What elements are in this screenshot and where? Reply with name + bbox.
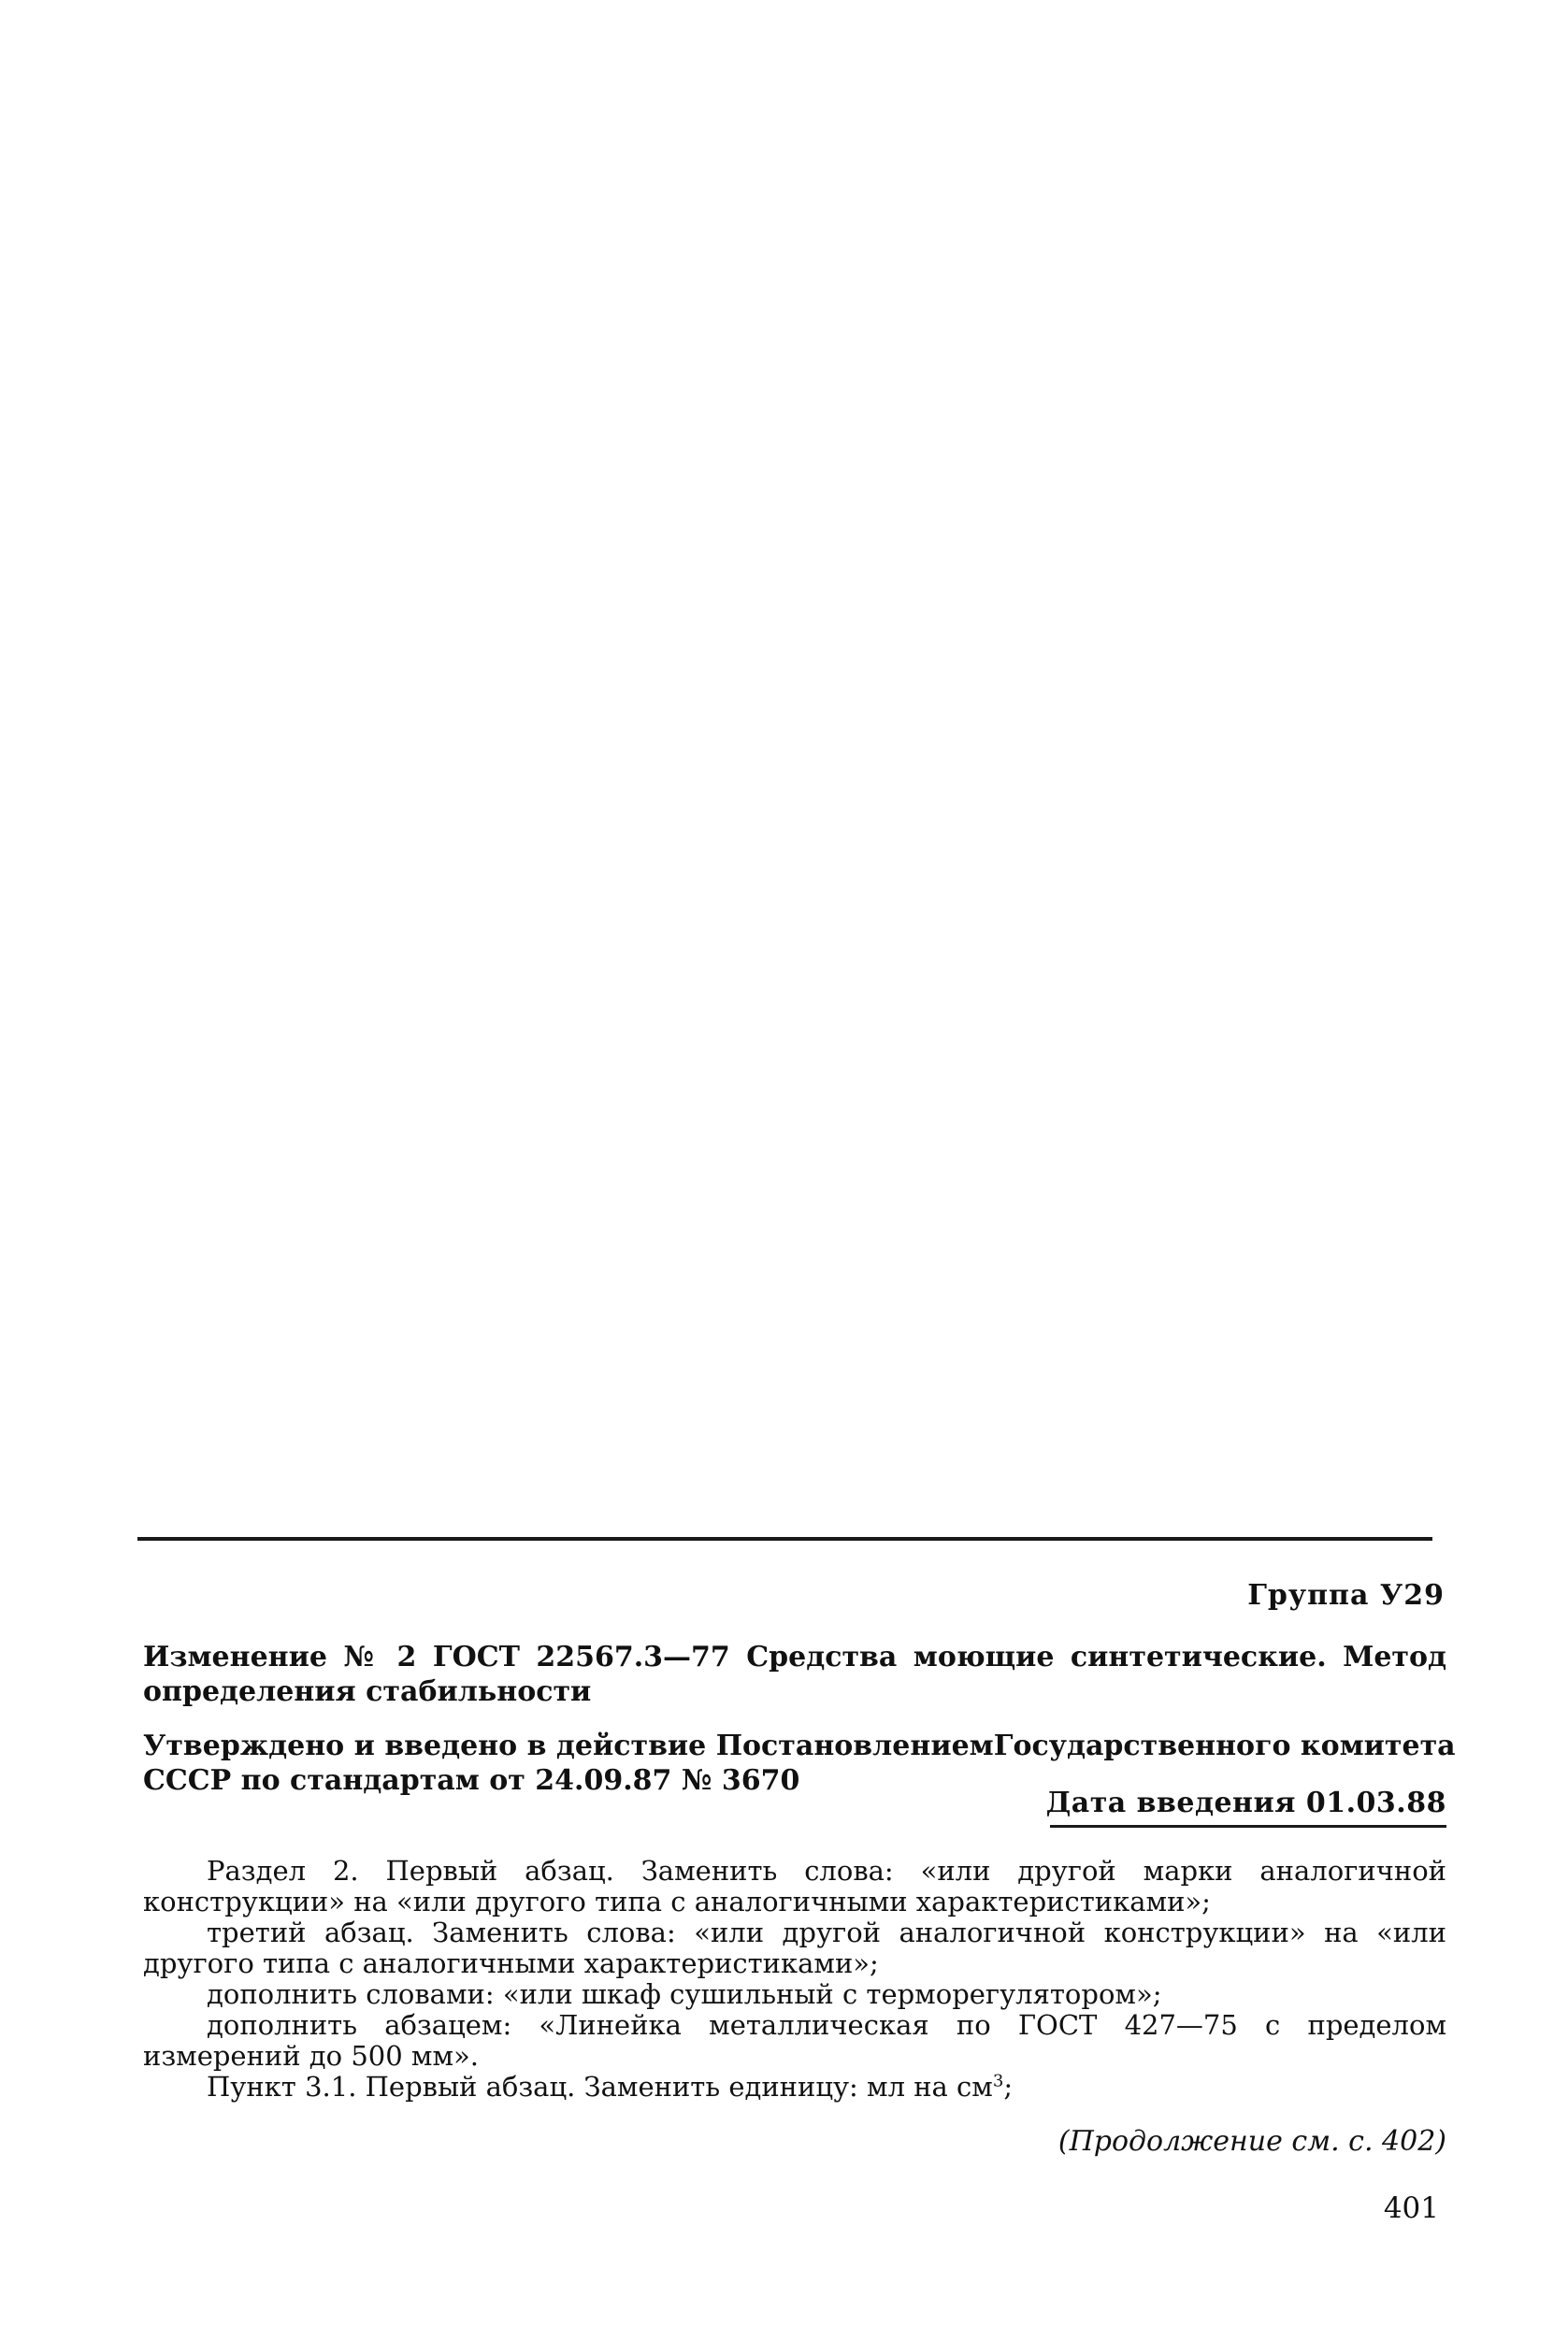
amendment-body [143, 1856, 1446, 2103]
paragraph-third-paragraph: третий абзац. Заменить слова: «или другой аналогичной конструкции» на «или другого типа с аналогичными характеристиками»; [143, 1917, 1446, 1979]
paragraph-point-3-1-text: Пункт 3.1. Первый абзац. Заменить единицу: мл на см [207, 2071, 993, 2103]
paragraph-supplement-words: дополнить словами: «или шкаф сушильный с терморегулятором»; [207, 1978, 1162, 2010]
cubic-superscript: 3 [992, 2071, 1004, 2091]
continuation-note: (Продолжение см. с. 402) [1057, 2125, 1446, 2158]
paragraph-section-2: Раздел 2. Первый абзац. Заменить слова: «или другой марки аналогичной конструкции» на «или другого типа с аналогичными характеристиками»; [143, 1855, 1446, 1917]
paragraph-supplement-ruler: дополнить абзацем: «Линейка металлическая по ГОСТ 427—75 с пределом измерений до 500 мм». [143, 2009, 1446, 2072]
header-rule [137, 1537, 1432, 1541]
group-label: Группа У29 [1247, 1579, 1445, 1612]
introduction-date: Дата введения 01.03.88 [1045, 1787, 1446, 1819]
paragraph-point-3-1 [143, 2072, 1446, 2103]
introduction-date-underline [1050, 1825, 1446, 1828]
approval-line-1 [143, 1729, 1456, 1763]
page-number: 401 [1383, 2191, 1439, 2225]
approval-line-1-left: Утверждено и введено в действие Постановлением [143, 1730, 994, 1762]
paragraph-point-3-1-tail: ; [1003, 2071, 1014, 2103]
introduction-date-block [1046, 1787, 1446, 1828]
approval-line-1-right: Государственного комитета [993, 1730, 1456, 1762]
amendment-title: Изменение № 2 ГОСТ 22567.3—77 Средства моющие синтетические. Метод определения стабильности [143, 1641, 1446, 1708]
approval-line-2: СССР по стандартам от 24.09.87 № 3670 [143, 1764, 800, 1797]
